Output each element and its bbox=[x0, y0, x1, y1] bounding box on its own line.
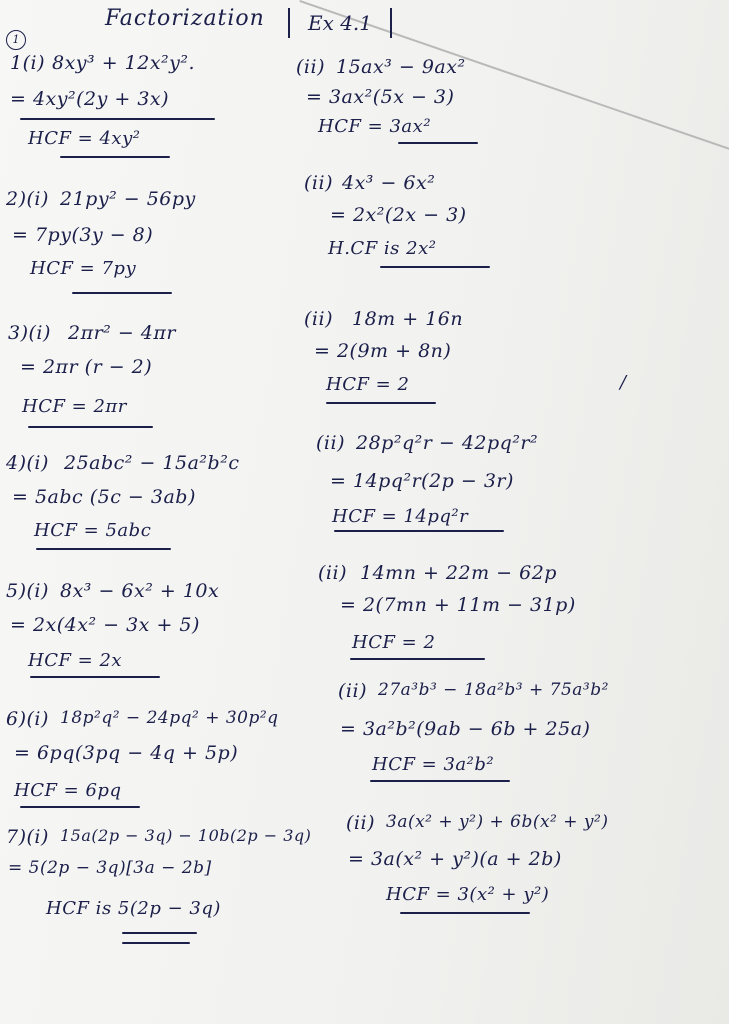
q4ii-hcf: HCF = 14pq²r bbox=[332, 506, 469, 527]
q2ii-marker: (ii) bbox=[304, 172, 333, 194]
q5ii-expression: 14mn + 22m − 62p bbox=[360, 562, 557, 584]
q6i-expression: 18p²q² − 24pq² + 30p²q bbox=[60, 708, 279, 728]
stray-pen-mark: / bbox=[620, 372, 627, 393]
q2ii-hcf-underline bbox=[380, 266, 490, 268]
q7i-hcf: HCF is 5(2p − 3q) bbox=[46, 898, 221, 919]
q4ii-hcf-underline bbox=[334, 530, 504, 532]
q3i-factored: = 2πr (r − 2) bbox=[20, 356, 153, 378]
q5ii-factored: = 2(7mn + 11m − 31p) bbox=[340, 594, 576, 616]
q6ii-hcf: HCF = 3a²b² bbox=[372, 754, 495, 775]
q5i-marker: 5)(i) bbox=[6, 580, 49, 602]
q2i-hcf-underline bbox=[72, 292, 172, 294]
q2i-expression: 21py² − 56py bbox=[60, 188, 196, 210]
q6i-hcf: HCF = 6pq bbox=[14, 780, 122, 801]
q4i-expression: 25abc² − 15a²b²c bbox=[64, 452, 240, 474]
q3ii-factored: = 2(9m + 8n) bbox=[314, 340, 452, 362]
q5i-hcf-underline bbox=[30, 676, 160, 678]
q7ii-expression: 3a(x² + y²) + 6b(x² + y²) bbox=[386, 812, 609, 832]
q5ii-hcf-underline bbox=[350, 658, 485, 660]
q2i-marker: 2)(i) bbox=[6, 188, 49, 210]
q1i-factored: = 4xy²(2y + 3x) bbox=[10, 88, 170, 110]
q3ii-hcf-underline bbox=[326, 402, 436, 404]
q6i-factored: = 6pq(3pq − 4q + 5p) bbox=[14, 742, 239, 764]
q7ii-factored: = 3a(x² + y²)(a + 2b) bbox=[348, 848, 562, 870]
q6ii-marker: (ii) bbox=[338, 680, 367, 702]
q6ii-hcf-underline bbox=[370, 780, 510, 782]
q4i-marker: 4)(i) bbox=[6, 452, 49, 474]
q3i-hcf-underline bbox=[28, 426, 153, 428]
q7ii-hcf-underline bbox=[400, 912, 530, 914]
q7ii-hcf: HCF = 3(x² + y²) bbox=[386, 884, 550, 905]
q5i-expression: 8x³ − 6x² + 10x bbox=[60, 580, 220, 602]
q6ii-factored: = 3a²b²(9ab − 6b + 25a) bbox=[340, 718, 591, 740]
q4ii-expression: 28p²q²r − 42pq²r² bbox=[356, 432, 539, 454]
q5i-hcf: HCF = 2x bbox=[28, 650, 123, 671]
q3i-expression: 2πr² − 4πr bbox=[68, 322, 176, 344]
q4i-hcf: HCF = 5abc bbox=[34, 520, 152, 541]
q1i-hcf: HCF = 4xy² bbox=[28, 128, 141, 149]
q3i-hcf: HCF = 2πr bbox=[22, 396, 127, 417]
exercise-label: Ex 4.1 bbox=[288, 8, 392, 38]
q7i-factored: = 5(2p − 3q)[3a − 2b] bbox=[8, 858, 212, 878]
q3ii-expression: 18m + 16n bbox=[352, 308, 464, 330]
q3ii-hcf: HCF = 2 bbox=[326, 374, 410, 395]
q2i-hcf: HCF = 7py bbox=[30, 258, 137, 279]
q5ii-marker: (ii) bbox=[318, 562, 347, 584]
page-number-badge: 1 bbox=[6, 30, 26, 50]
q7i-hcf-underline bbox=[122, 932, 197, 934]
q6ii-expression: 27a³b³ − 18a²b³ + 75a³b² bbox=[378, 680, 609, 700]
q7ii-marker: (ii) bbox=[346, 812, 375, 834]
q5ii-hcf: HCF = 2 bbox=[352, 632, 436, 653]
q1i-underline bbox=[20, 118, 215, 120]
q4ii-marker: (ii) bbox=[316, 432, 345, 454]
q1ii-factored: = 3ax²(5x − 3) bbox=[306, 86, 455, 108]
q2ii-hcf: H.CF is 2x² bbox=[328, 238, 437, 259]
q1i-marker: 1(i) bbox=[10, 52, 45, 74]
q2ii-factored: = 2x²(2x − 3) bbox=[330, 204, 467, 226]
q4i-hcf-underline bbox=[36, 548, 171, 550]
q7i-marker: 7)(i) bbox=[6, 826, 49, 848]
q4i-factored: = 5abc (5c − 3ab) bbox=[12, 486, 196, 508]
q2i-factored: = 7py(3y − 8) bbox=[12, 224, 154, 246]
q7i-expression: 15a(2p − 3q) − 10b(2p − 3q) bbox=[60, 826, 312, 845]
q4ii-factored: = 14pq²r(2p − 3r) bbox=[330, 470, 514, 492]
q1i-expression: 8xy³ + 12x²y². bbox=[52, 52, 196, 74]
q6i-hcf-underline bbox=[20, 806, 140, 808]
q1ii-hcf-underline bbox=[398, 142, 478, 144]
q2ii-expression: 4x³ − 6x² bbox=[342, 172, 436, 194]
q3ii-marker: (ii) bbox=[304, 308, 333, 330]
q7i-hcf-underline-2 bbox=[122, 942, 190, 944]
q3i-marker: 3)(i) bbox=[8, 322, 51, 344]
q1ii-expression: 15ax³ − 9ax² bbox=[336, 56, 466, 78]
q5i-factored: = 2x(4x² − 3x + 5) bbox=[10, 614, 200, 636]
page-title: Factorization bbox=[105, 6, 265, 31]
q6i-marker: 6)(i) bbox=[6, 708, 49, 730]
q1ii-hcf: HCF = 3ax² bbox=[318, 116, 432, 137]
q1i-hcf-underline bbox=[60, 156, 170, 158]
q1ii-marker: (ii) bbox=[296, 56, 325, 78]
